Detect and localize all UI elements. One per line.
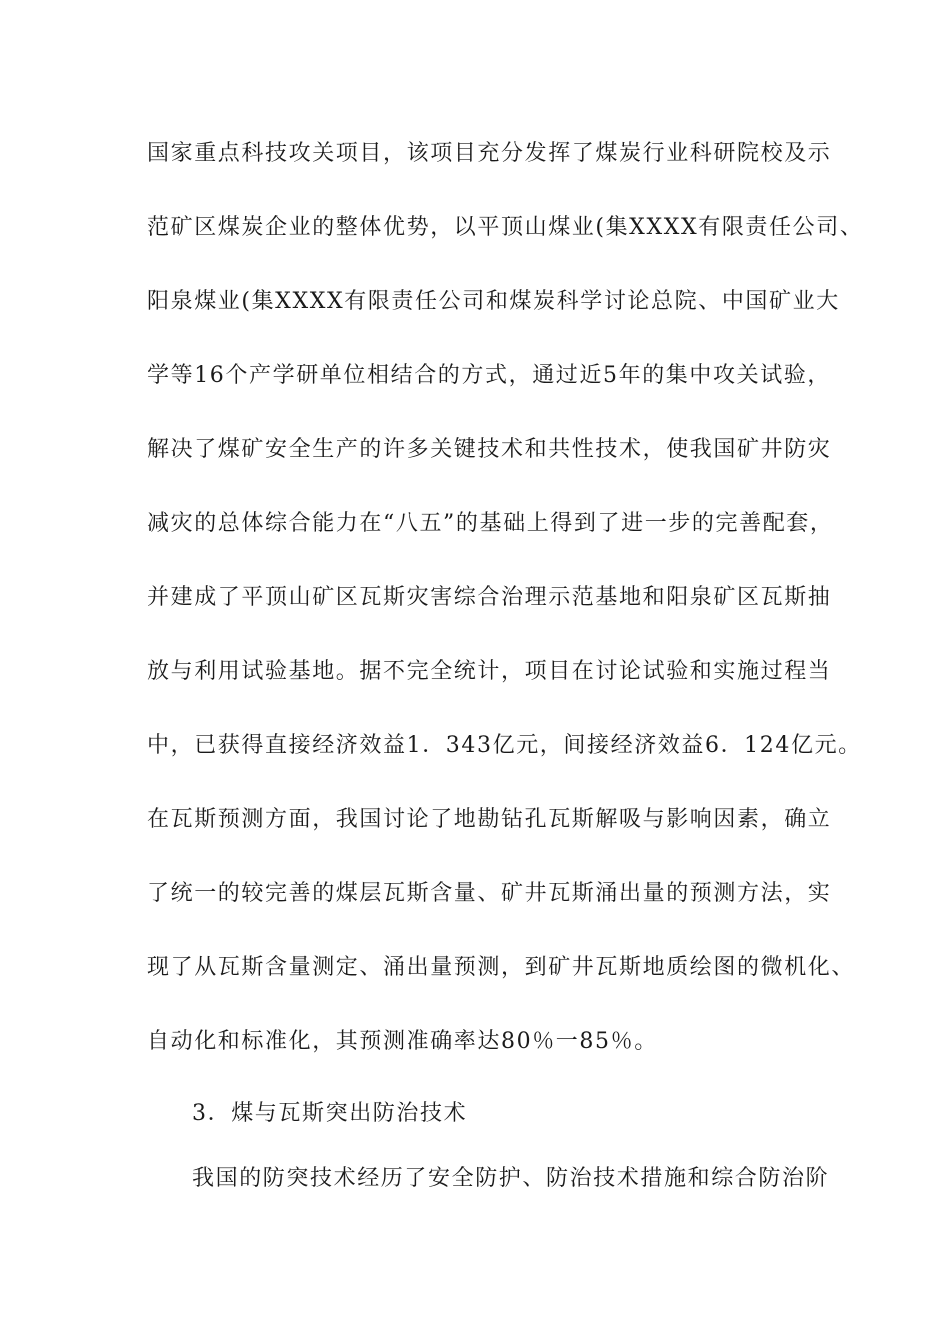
paragraph-line: 解决了煤矿安全生产的许多关键技术和共性技术，使我国矿井防灾 bbox=[147, 437, 832, 462]
paragraph-line: 了统一的较完善的煤层瓦斯含量、矿井瓦斯涌出量的预测方法，实 bbox=[147, 881, 832, 906]
paragraph-line: 放与利用试验基地。据不完全统计，项目在讨论试验和实施过程当 bbox=[147, 659, 832, 684]
paragraph-line: 阳泉煤业(集XXXX有限责任公司和煤炭科学讨论总院、中国矿业大 bbox=[147, 289, 840, 314]
paragraph-line: 并建成了平顶山矿区瓦斯灾害综合治理示范基地和阳泉矿区瓦斯抽 bbox=[147, 585, 832, 610]
section-heading: 3．煤与瓦斯突出防治技术 bbox=[192, 1101, 468, 1126]
paragraph-line: 中，已获得直接经济效益1．343亿元，间接经济效益6．124亿元。 bbox=[147, 733, 862, 758]
paragraph-line: 自动化和标准化，其预测准确率达80％一85％。 bbox=[147, 1029, 658, 1054]
paragraph-line: 现了从瓦斯含量测定、涌出量预测，到矿井瓦斯地质绘图的微机化、 bbox=[147, 955, 856, 980]
paragraph-line: 范矿区煤炭企业的整体优势，以平顶山煤业(集XXXX有限责任公司、 bbox=[147, 215, 864, 240]
paragraph-line: 我国的防突技术经历了安全防护、防治技术措施和综合防治阶 bbox=[192, 1166, 830, 1191]
paragraph-line: 学等16个产学研单位相结合的方式，通过近5年的集中攻关试验， bbox=[147, 363, 831, 388]
paragraph-line: 减灾的总体综合能力在“八五”的基础上得到了进一步的完善配套， bbox=[147, 511, 834, 536]
paragraph-line: 国家重点科技攻关项目，该项目充分发挥了煤炭行业科研院校及示 bbox=[147, 141, 832, 166]
paragraph-line: 在瓦斯预测方面，我国讨论了地勘钻孔瓦斯解吸与影响因素，确立 bbox=[147, 807, 832, 832]
